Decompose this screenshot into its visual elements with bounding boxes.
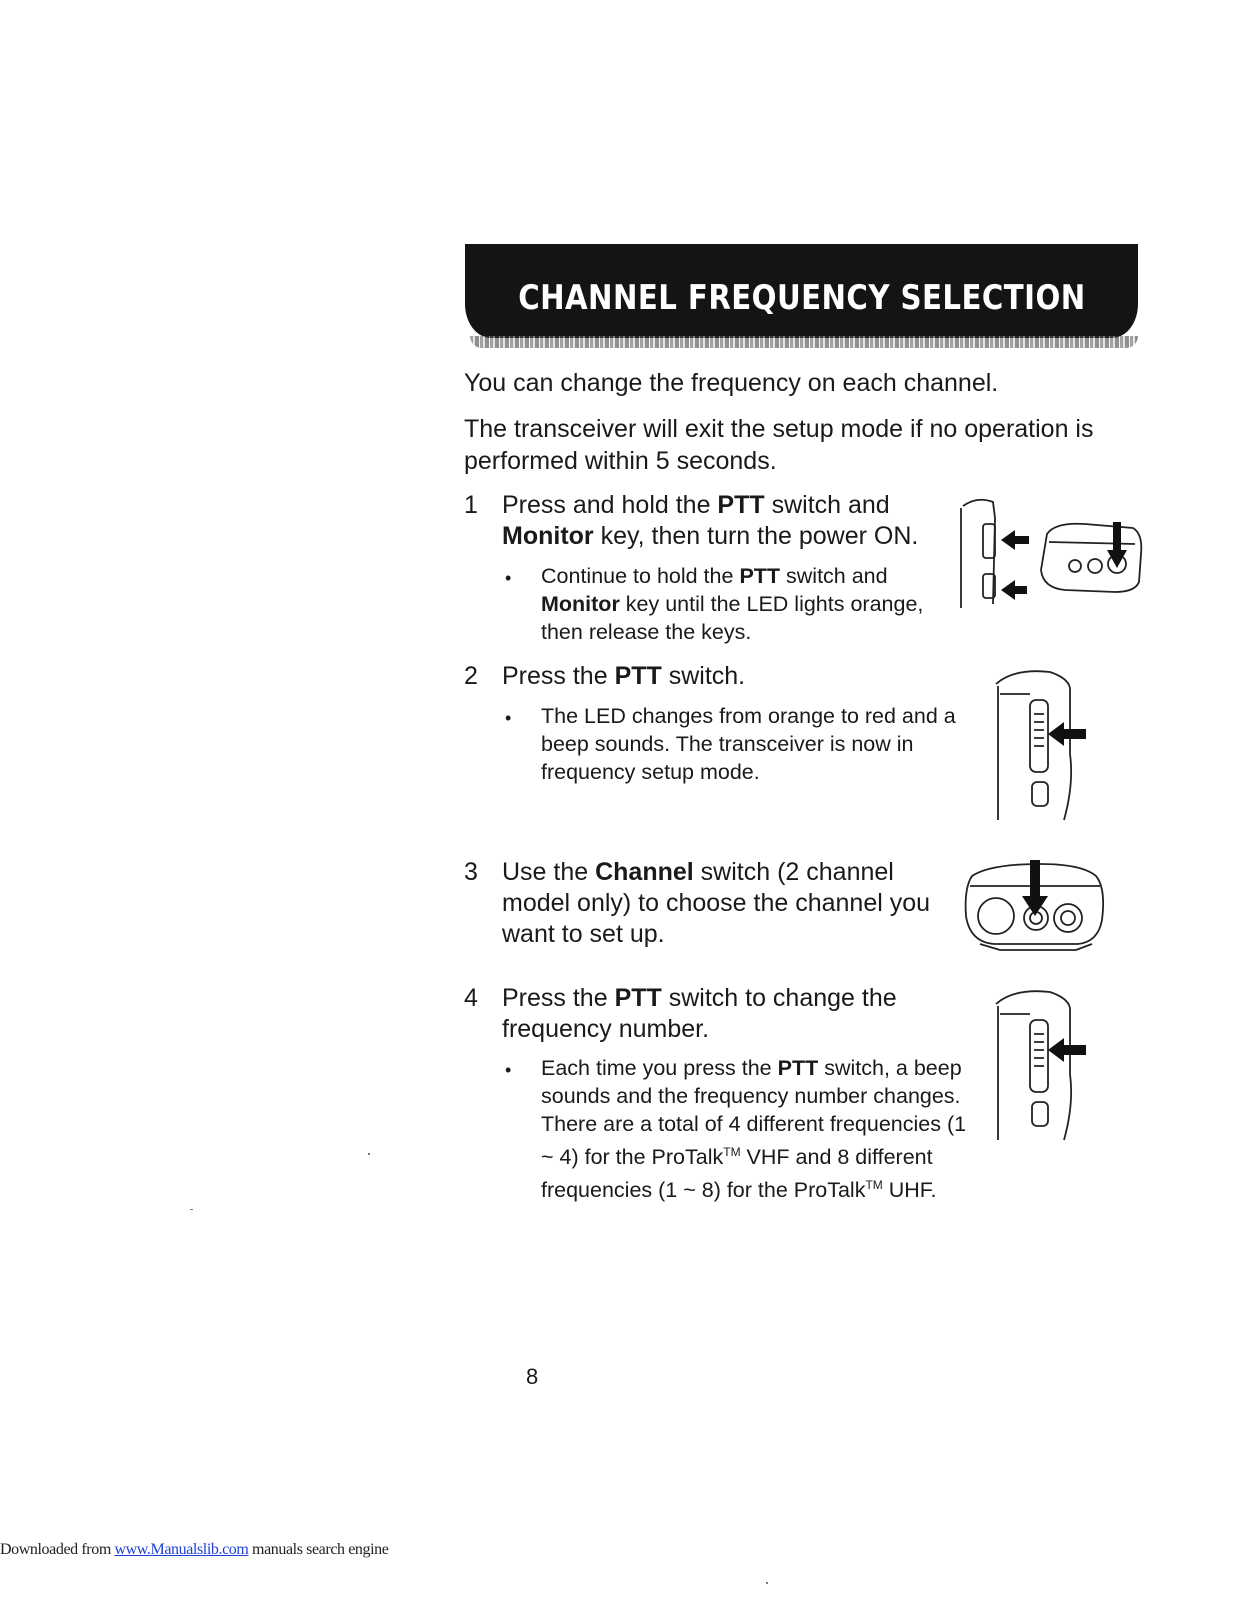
step-number: 1 xyxy=(464,491,478,519)
step-number: 4 xyxy=(464,984,478,1012)
intro-paragraph-2: The transceiver will exit the setup mode if no operation is performed within 5 seconds. xyxy=(464,415,1094,475)
intro-paragraph-1: You can change the frequency on each channel. xyxy=(464,369,999,397)
bullet: • xyxy=(505,568,512,588)
radio-top-channel-switch-illustration xyxy=(960,858,1110,958)
page-number: 8 xyxy=(526,1364,539,1389)
step-4-text: Press the PTT switch to change the frequency number. xyxy=(502,984,897,1043)
manualslib-link[interactable]: www.Manualslib.com xyxy=(114,1541,249,1558)
step-number: 2 xyxy=(464,662,478,690)
bullet: • xyxy=(505,1060,512,1080)
step-1-bullet: Continue to hold the PTT switch and Monitor key until the LED lights orange, then release the keys. xyxy=(541,564,924,644)
radio-side-and-top-illustration xyxy=(955,494,1145,624)
scan-speck xyxy=(190,1209,193,1210)
radio-side-ptt-illustration xyxy=(990,664,1090,824)
scan-speck xyxy=(368,1153,370,1155)
scan-speck xyxy=(766,1582,768,1584)
step-3-text: Use the Channel switch (2 channel model only) to choose the channel you want to set up. xyxy=(502,858,931,948)
footer-prefix: Downloaded from xyxy=(0,1541,115,1558)
bullet: • xyxy=(505,708,512,728)
radio-side-ptt-illustration-2 xyxy=(990,984,1090,1144)
section-banner xyxy=(465,244,1138,338)
step-4-bullet: Each time you press the PTT switch, a beep sounds and the frequency number changes. There are a total of 4 different frequencies (1 ~ 4) for the ProTalk™ VHF and 8 different frequencies (1 ~ 8) for the ProTalk™ UHF. xyxy=(541,1056,967,1202)
page-title: CHANNEL FREQUENCY SELECTION xyxy=(517,278,1086,318)
banner-underline xyxy=(470,336,1138,348)
download-footer xyxy=(0,1541,388,1559)
step-2-bullet: The LED changes from orange to red and a beep sounds. The transceiver is now in frequency setup mode. xyxy=(541,704,956,784)
step-2-text: Press the PTT switch. xyxy=(502,662,746,690)
step-number: 3 xyxy=(464,858,478,886)
footer-suffix: manuals search engine xyxy=(248,1541,389,1558)
step-1-text: Press and hold the PTT switch and Monitor key, then turn the power ON. xyxy=(502,491,919,550)
